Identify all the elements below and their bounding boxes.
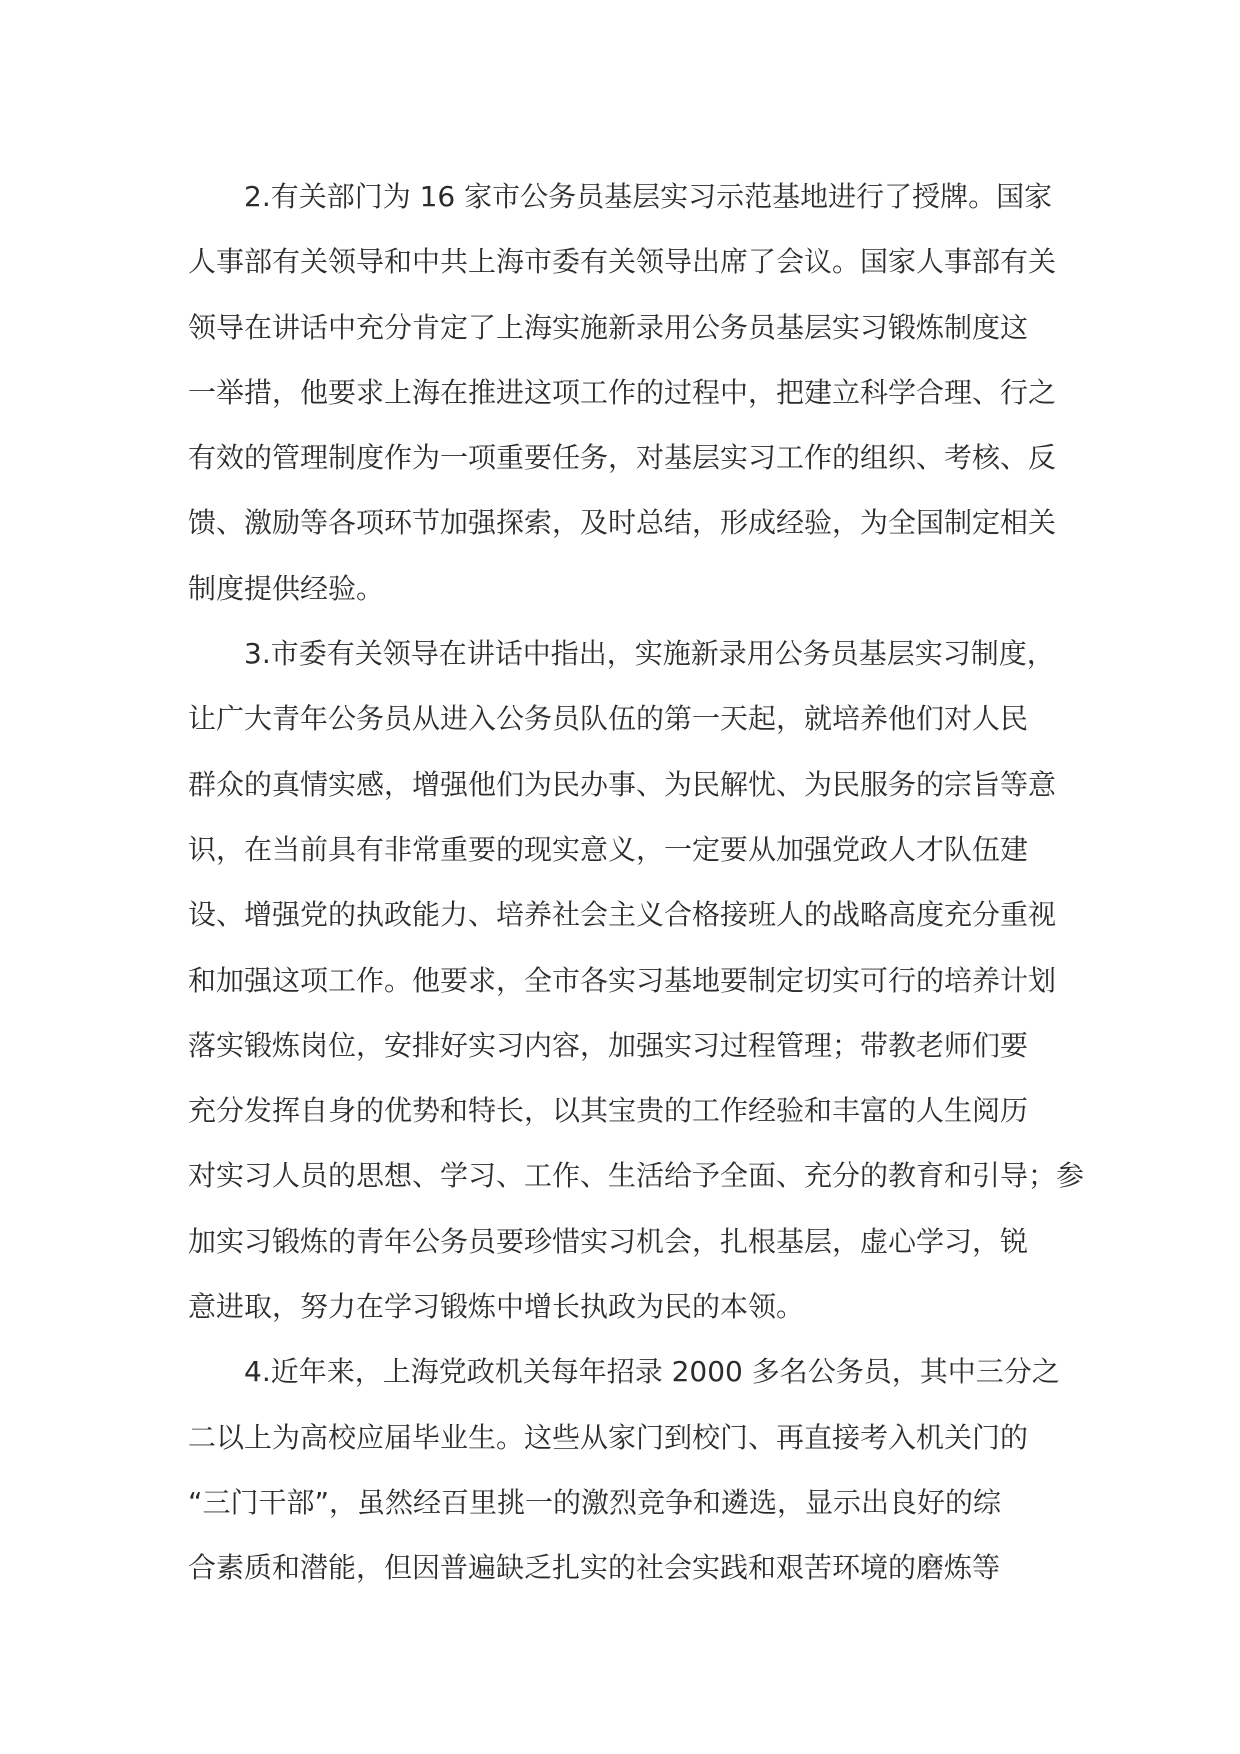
text-line: 设、增强党的执政能力、培养社会主义合格接班人的战略高度充分重视 — [188, 898, 1057, 932]
text-line: 3.市委有关领导在讲话中指出，实施新录用公务员基层实习制度， — [244, 637, 1055, 671]
text-line: 意进取，努力在学习锻炼中增长执政为民的本领。 — [188, 1290, 805, 1324]
text-line: 二以上为高校应届毕业生。这些从家门到校门、再直接考入机关门的 — [188, 1420, 1029, 1454]
text-line: 4.近年来，上海党政机关每年招录 2000 多名公务员，其中三分之 — [244, 1355, 1060, 1389]
paragraph-4 — [188, 1339, 1058, 1600]
text-line: 馈、激励等各项环节加强探索，及时总结，形成经验，为全国制定相关 — [188, 506, 1057, 540]
paragraph-3 — [188, 621, 1085, 1339]
text-line: 落实锻炼岗位，安排好实习内容，加强实习过程管理；带教老师们要 — [188, 1028, 1029, 1062]
text-line: 让广大青年公务员从进入公务员队伍的第一天起，就培养他们对人民 — [188, 702, 1029, 736]
text-line: 和加强这项工作。他要求，全市各实习基地要制定切实可行的培养计划 — [188, 963, 1057, 997]
text-line: “三门干部”，虽然经百里挑一的激烈竞争和遴选，显示出良好的综 — [188, 1485, 1002, 1519]
text-line: 一举措，他要求上海在推进这项工作的过程中，把建立科学合理、行之 — [188, 375, 1057, 409]
text-line: 识，在当前具有非常重要的现实意义，一定要从加强党政人才队伍建 — [188, 832, 1029, 866]
text-line: 人事部有关领导和中共上海市委有关领导出席了会议。国家人事部有关 — [188, 245, 1057, 279]
text-line: 对实习人员的思想、学习、工作、生活给予全面、充分的教育和引导；参 — [188, 1159, 1085, 1193]
text-line: 加实习锻炼的青年公务员要珍惜实习机会，扎根基层，虚心学习，锐 — [188, 1224, 1029, 1258]
text-line: 合素质和潜能，但因普遍缺乏扎实的社会实践和艰苦环境的磨炼等 — [188, 1551, 1001, 1585]
text-line: 制度提供经验。 — [188, 571, 385, 605]
paragraph-2 — [188, 164, 1058, 621]
document-body — [188, 164, 1085, 1601]
text-line: 充分发挥自身的优势和特长，以其宝贵的工作经验和丰富的人生阅历 — [188, 1094, 1029, 1128]
text-line: 2.有关部门为 16 家市公务员基层实习示范基地进行了授牌。国家 — [244, 180, 1053, 213]
text-line: 群众的真情实感，增强他们为民办事、为民解忧、为民服务的宗旨等意 — [188, 767, 1057, 801]
text-line: 有效的管理制度作为一项重要任务，对基层实习工作的组织、考核、反 — [188, 441, 1057, 475]
text-line: 领导在讲话中充分肯定了上海实施新录用公务员基层实习锻炼制度这 — [188, 310, 1029, 344]
